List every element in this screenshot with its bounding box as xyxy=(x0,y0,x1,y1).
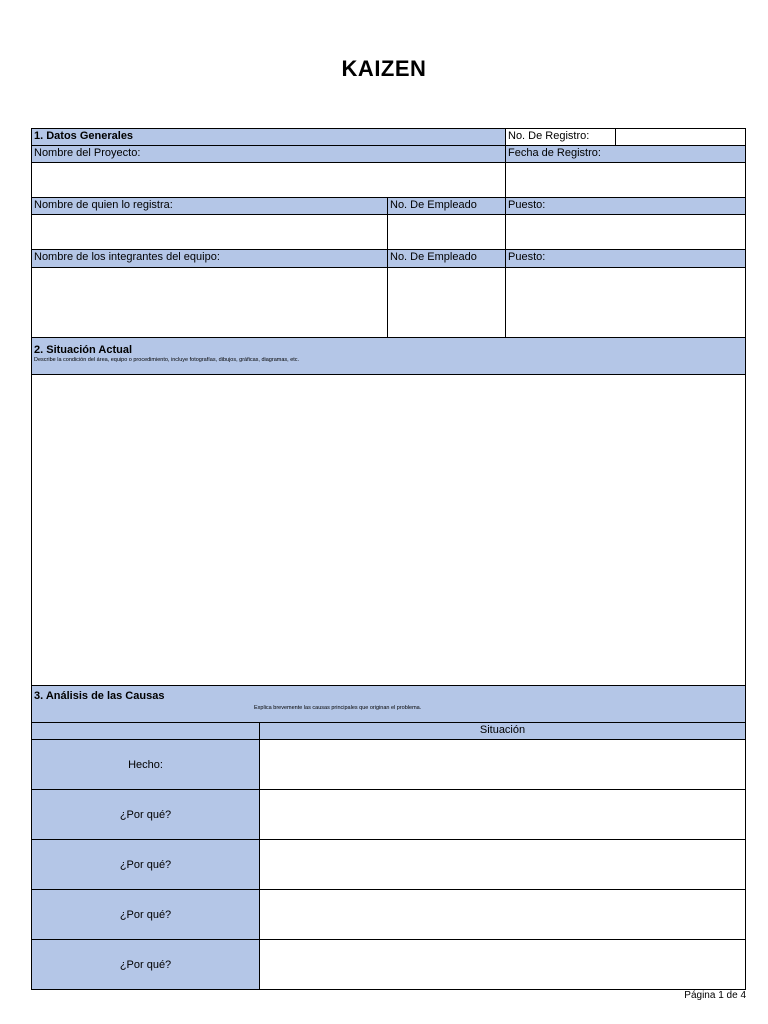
empleado-field-2[interactable] xyxy=(387,267,506,338)
why-label: ¿Por qué? xyxy=(31,939,260,990)
why-label: ¿Por qué? xyxy=(31,839,260,890)
empleado-field[interactable] xyxy=(387,214,506,250)
integrantes-field[interactable] xyxy=(31,267,388,338)
page-number: Página 1 de 4 xyxy=(684,990,746,1001)
registra-label: Nombre de quien lo registra: xyxy=(31,197,388,215)
integrantes-label: Nombre de los integrantes del equipo: xyxy=(31,249,388,268)
registra-field[interactable] xyxy=(31,214,388,250)
puesto-field[interactable] xyxy=(505,214,746,250)
why-label: Hecho: xyxy=(31,739,260,790)
situacion-actual-area[interactable] xyxy=(31,374,746,686)
section2-note: Describe la condición del área, equipo o procedimiento, incluye fotografías, dibujos, gráficas, diagramas, etc. xyxy=(34,357,300,363)
section3-heading: 3. Análisis de las Causas xyxy=(34,690,165,702)
why-label: ¿Por qué? xyxy=(31,889,260,940)
why-answer-field[interactable] xyxy=(259,839,746,890)
puesto-label: Puesto: xyxy=(505,197,746,215)
page-title: KAIZEN xyxy=(341,56,427,81)
registro-field[interactable] xyxy=(615,128,746,146)
empleado-label-2: No. De Empleado xyxy=(387,249,506,268)
section3-header xyxy=(31,685,746,723)
section3-note: Explica brevemente las causas principales que originan el problema. xyxy=(254,705,422,711)
section2-heading: 2. Situación Actual xyxy=(34,344,133,356)
why-answer-field[interactable] xyxy=(259,789,746,840)
puesto-label-2: Puesto: xyxy=(505,249,746,268)
puesto-field-2[interactable] xyxy=(505,267,746,338)
why-answer-field[interactable] xyxy=(259,889,746,940)
why-answer-field[interactable] xyxy=(259,939,746,990)
section1-heading: 1. Datos Generales xyxy=(31,128,506,146)
fecha-field[interactable] xyxy=(505,162,746,198)
proyecto-label: Nombre del Proyecto: xyxy=(31,145,506,163)
section2-header xyxy=(31,337,746,375)
causes-header-empty xyxy=(31,722,260,740)
empleado-label: No. De Empleado xyxy=(387,197,506,215)
why-answer-field[interactable] xyxy=(259,739,746,790)
fecha-label: Fecha de Registro: xyxy=(505,145,746,163)
registro-label: No. De Registro: xyxy=(505,128,616,146)
why-label: ¿Por qué? xyxy=(31,789,260,840)
situacion-header: Situación xyxy=(259,722,746,740)
proyecto-field[interactable] xyxy=(31,162,506,198)
